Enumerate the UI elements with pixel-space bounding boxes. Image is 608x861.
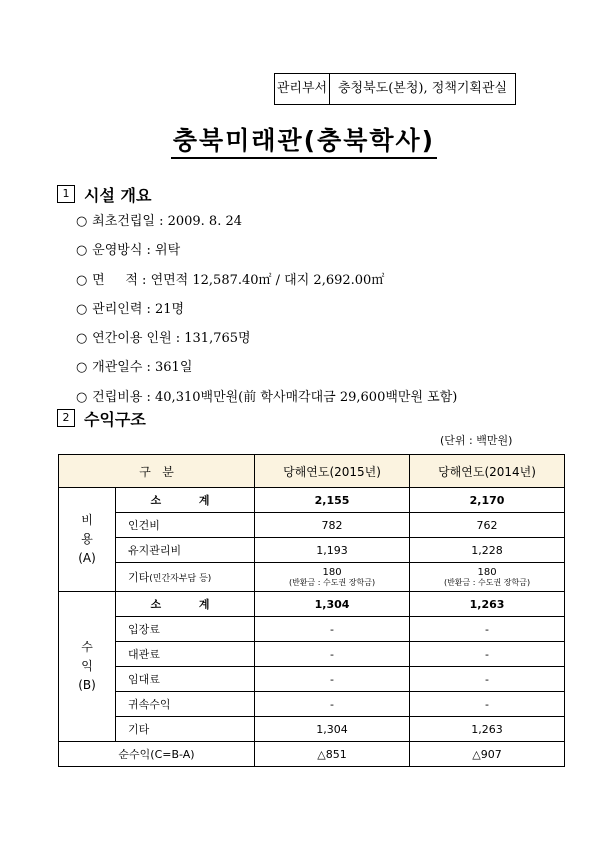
cell-2015: 1,304 [255,717,410,742]
section-revenue-heading [57,407,146,429]
table-row [59,617,565,642]
unit-note: (단위 : 백만원) [440,434,513,447]
department-value: 충청북도(본청), 정책기획관실 [338,81,508,96]
table-row [59,563,565,592]
section-overview-heading [57,183,151,205]
cell-2014: 2,170 [410,488,565,513]
department-label: 관리부서 [275,74,330,104]
net-income-label: 순수익(C=B-A) [59,742,255,767]
page-title: 충북미래관(충북학사) [0,121,608,157]
row-label: 소 계 [116,592,255,617]
section-number: 2 [57,409,75,427]
row-label: 소 계 [116,488,255,513]
cell-2015: - [255,667,410,692]
table-row [59,488,565,513]
cell-2015: 180 (반환금 : 수도권 장학금) [255,563,410,592]
cell-2015: 1,193 [255,538,410,563]
row-label: 대관료 [116,642,255,667]
bullet-icon: ○ [76,272,88,288]
overview-item: ○ 최초건립일 : 2009. 8. 24 [76,207,457,236]
cost-group-label: 비 용 (A) [59,488,116,592]
overview-item: ○ 면 적 : 연면적 12,587.40㎡ / 대지 2,692.00㎡ [76,266,457,295]
net-income-row [59,742,565,767]
row-label: 유지관리비 [116,538,255,563]
cell-2015: - [255,617,410,642]
department-box [274,73,516,105]
table-row [59,538,565,563]
table-header-row [59,455,565,488]
cell-2014: - [410,692,565,717]
bullet-icon: ○ [76,331,88,347]
overview-item: ○ 개관일수 : 361일 [76,353,457,382]
header-2015: 당해연도(2015년) [255,455,410,488]
net-2015: △851 [255,742,410,767]
cell-2015: 2,155 [255,488,410,513]
revenue-table [58,454,565,767]
overview-item: ○ 운영방식 : 위탁 [76,236,457,265]
cell-2015: 1,304 [255,592,410,617]
table-row [59,513,565,538]
income-group-label: 수 익 (B) [59,592,116,742]
bullet-icon: ○ [76,214,88,229]
table-row [59,692,565,717]
overview-item: ○ 건립비용 : 40,310백만원(前 학사매각대금 29,600백만원 포함) [76,383,457,412]
header-category: 구 분 [59,455,255,488]
table-row [59,667,565,692]
bullet-icon: ○ [76,243,88,259]
table-row [59,592,565,617]
table-row [59,642,565,667]
cell-2014: - [410,667,565,692]
cell-2014: 762 [410,513,565,538]
cell-2014: 1,263 [410,592,565,617]
cell-2015: - [255,642,410,667]
overview-list [76,207,457,412]
row-label: 인건비 [116,513,255,538]
cell-2014: - [410,642,565,667]
cell-2014: 1,228 [410,538,565,563]
bullet-icon: ○ [76,389,88,405]
table-row [59,717,565,742]
row-label: 입장료 [116,617,255,642]
section-number: 1 [57,185,75,203]
cell-2014: 1,263 [410,717,565,742]
cell-2015: - [255,692,410,717]
cell-2014: - [410,617,565,642]
row-label: 기타(민간자부담 등) [116,563,255,592]
section-title: 시설 개요 [84,185,152,205]
row-label: 임대료 [116,667,255,692]
section-title: 수익구조 [84,409,146,429]
row-label: 기타 [116,717,255,742]
bullet-icon: ○ [76,360,88,376]
overview-item: ○ 연간이용 인원 : 131,765명 [76,324,457,353]
header-2014: 당해연도(2014년) [410,455,565,488]
net-2014: △907 [410,742,565,767]
cell-2015: 782 [255,513,410,538]
bullet-icon: ○ [76,301,88,317]
overview-item: ○ 관리인력 : 21명 [76,295,457,324]
cell-2014: 180 (반환금 : 수도권 장학금) [410,563,565,592]
row-label: 귀속수익 [116,692,255,717]
